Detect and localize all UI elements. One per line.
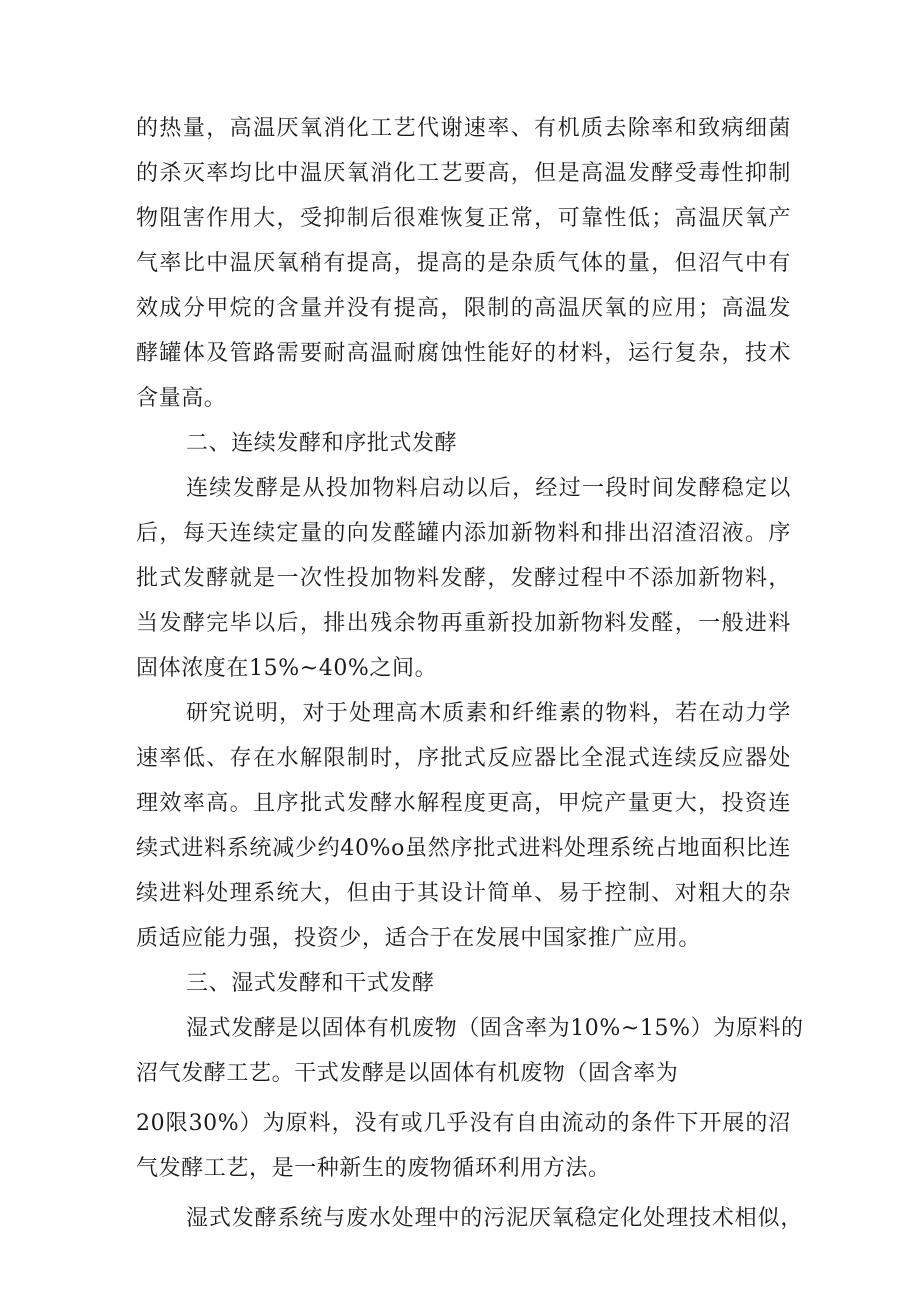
text-line: 物阻害作用大，受抑制后很难恢复正常，可靠性低；高温厌氧产 — [136, 206, 791, 231]
text-line: 20限30%）为原料，没有或几乎没有自由流动的条件下开展的沼 — [136, 1111, 791, 1136]
text-line: 湿式发酵是以固体有机废物（固含率为10%~15%）为原料的 — [186, 1016, 804, 1041]
text-line: 速率低、存在水解限制时，序批式反应器比全混式连续反应器处 — [136, 746, 791, 771]
text-line: 后，每天连续定量的向发醛罐内添加新物料和排出沼渣沼液。序 — [136, 521, 791, 546]
section-heading: 二、连续发酵和序批式发酵 — [186, 431, 458, 456]
text-line: 续进料处理系统大，但由于其设计简单、易于控制、对粗大的杂 — [136, 881, 791, 906]
text-line: 批式发酵就是一次性投加物料发酵，发酵过程中不添加新物料， — [136, 566, 791, 591]
text-line: 质适应能力强，投资少，适合于在发展中国家推广应用。 — [136, 926, 702, 951]
text-line: 气发酵工艺，是一种新生的废物循环利用方法。 — [136, 1156, 611, 1181]
text-line: 理效率高。且序批式发酵水解程度更高，甲烷产量更大，投资连 — [136, 791, 791, 816]
text-line: 效成分甲烷的含量并没有提高，限制的高温厌氧的应用；高温发 — [136, 296, 791, 321]
text-line: 湿式发酵系统与废水处理中的污泥厌氧稳定化处理技术相似， — [186, 1206, 803, 1231]
text-line: 连续发酵是从投加物料启动以后，经过一段时间发酵稳定以 — [186, 476, 791, 501]
text-line: 气率比中温厌氧稍有提高，提高的是杂质气体的量，但沼气中有 — [136, 251, 791, 276]
text-line: 酵罐体及管路需要耐高温耐腐蚀性能好的材料，运行复杂，技术 — [136, 341, 791, 366]
text-line: 沼气发酵工艺。干式发酵是以固体有机废物（固含率为 — [136, 1061, 679, 1086]
text-line: 研究说明，对于处理高木质素和纤维素的物料，若在动力学 — [186, 701, 791, 726]
text-line: 固体浓度在15%~40%之间。 — [136, 656, 438, 681]
text-line: 的杀灭率均比中温厌氧消化工艺要高，但是高温发酵受毒性抑制 — [136, 161, 791, 186]
section-heading: 三、湿式发酵和干式发酵 — [186, 971, 435, 996]
text-line: 的热量，高温厌氧消化工艺代谢速率、有机质去除率和致病细菌 — [136, 116, 791, 141]
text-line: 当发酵完毕以后，排出残余物再重新投加新物料发醛，一般进料 — [136, 611, 791, 636]
text-line: 含量高。 — [136, 386, 227, 411]
text-line: 续式进料系统减少约40%o虽然序批式进料处理系统占地面积比连 — [136, 836, 791, 861]
